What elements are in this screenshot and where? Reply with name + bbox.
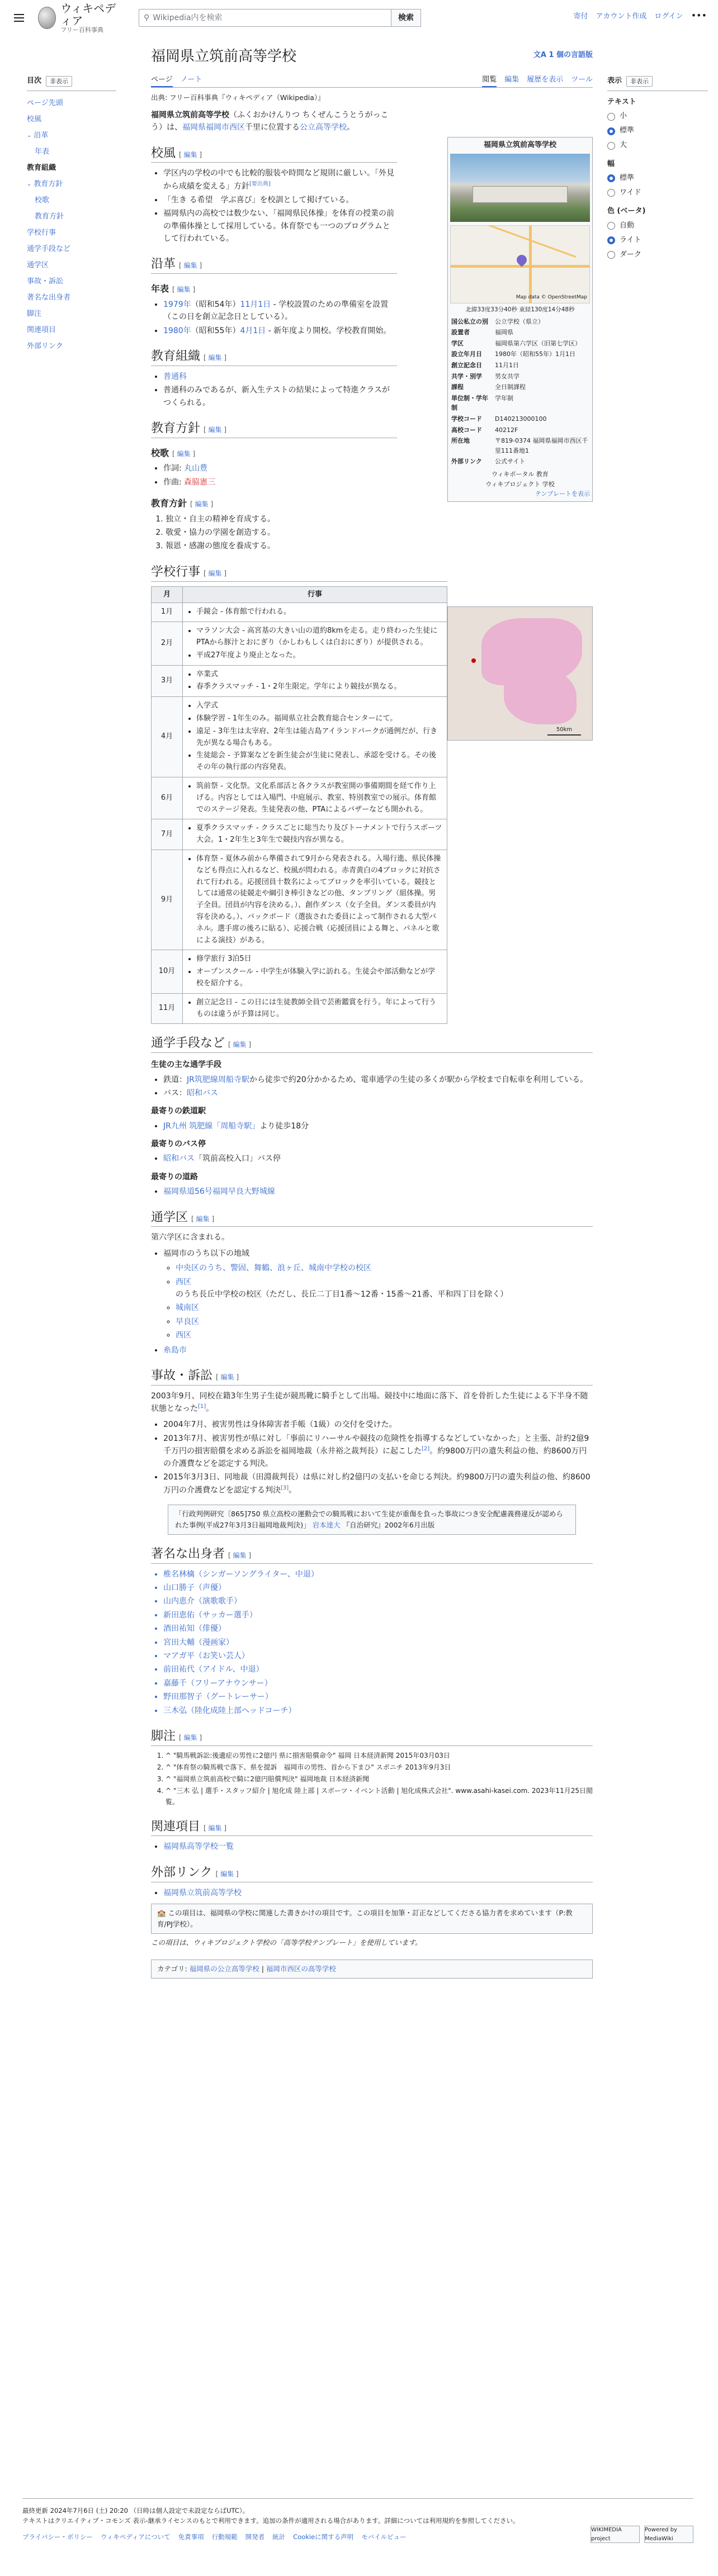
list-item[interactable]: • 酒田祐知（俳優） — [163, 1623, 593, 1635]
list-item[interactable]: • 宮田大輔（漫画家） — [163, 1636, 593, 1649]
radio-selected-icon — [607, 236, 615, 244]
coordinates: 北緯33度33分40秒 東経130度14分48秒 — [465, 306, 575, 313]
section-heading: 校風 [ 編集 ] — [151, 145, 397, 163]
footer-link[interactable]: モバイルビュー — [361, 2532, 407, 2541]
footer-link[interactable]: 統計 — [272, 2532, 286, 2541]
infobox-row: 設置者 福岡県 — [451, 329, 513, 336]
infobox-row: 国公私立の別 公立学校（県立） — [451, 317, 544, 325]
tab-edit[interactable]: 編集 — [504, 75, 519, 84]
footer-link[interactable]: Cookieに関する声明 — [293, 2532, 354, 2541]
login-link[interactable]: ログイン — [654, 12, 683, 21]
table-row: 11月 • 創立記念日 - この日には生徒教師全員で芸術鑑賞を行う。年によって行うものは違うが予算は同じ。 — [152, 993, 447, 1024]
wordmark: ウィキペディア — [60, 1, 116, 27]
table-row: 4月 • 入学式 • 体験学習 - 1年生のみ。福岡県立社会教育総合センターにて。 • 遠足 - 3年生は太宰府、2年生は能古島アイランドパークが通例だが、行き先が異なる場合もある。 • 生徒総会 - 予算案などを新生徒会が生徒に発表し、承認を受ける。その後その年の執行部の内容発表。 — [152, 697, 447, 777]
toc-item[interactable]: ⌄ 沿革 — [27, 131, 49, 140]
page-tabs — [151, 69, 593, 88]
list-item: • 1980年（昭和55年）4月1日 - 新年度より開校。学校教育開始。 — [163, 325, 397, 337]
footer-link[interactable]: ウィキペディアについて — [100, 2532, 171, 2541]
section-heading: 学校行事 [ 編集 ] — [151, 564, 447, 582]
search-form — [139, 9, 421, 27]
table-row: 3月 • 卒業式 • 春季クラスマッチ - 1・2年生限定。学年により競技が異なる。 — [152, 665, 447, 697]
translate-icon: 文A — [533, 51, 549, 59]
tab-page[interactable]: ページ — [151, 74, 173, 87]
text-size-standard[interactable]: 標準 — [607, 124, 708, 139]
radio-icon — [607, 113, 615, 121]
list-item: • 「生き る希望 学ぶ喜び」を校訓として掲げている。 — [163, 194, 397, 206]
infobox-row: 設立年月日 1980年（昭和55年）1月1日 — [451, 350, 575, 358]
text-size-large[interactable]: 大 — [607, 139, 708, 153]
infobox-row: 所在地 〒819-0374 福岡県福岡市西区千里111番地1 — [451, 437, 588, 454]
section-heading: 外部リンク [ 編集 ] — [151, 1865, 593, 1882]
donate-link[interactable]: 寄付 — [573, 12, 588, 21]
toc-item[interactable]: 脚注 — [27, 309, 42, 318]
list-item[interactable]: • 野田那智子（グートレーサー） — [163, 1691, 593, 1703]
list-item: • 福岡県内の高校では数少ない、「福岡県民体操」を体育の授業の前の準備体操として採用している。体育祭でも一つのプログラムとして行われている。 — [163, 207, 397, 245]
section-heading: 通学区 [ 編集 ] — [151, 1209, 593, 1227]
color-light[interactable]: ライト — [607, 233, 708, 248]
section-heading: 脚注 [ 編集 ] — [151, 1728, 593, 1746]
appearance-hide-button[interactable]: 非表示 — [626, 76, 653, 87]
radio-icon — [607, 142, 615, 150]
footer-link[interactable]: 行動規範 — [211, 2532, 238, 2541]
from-line: 出典: フリー百科事典『ウィキペディア（Wikipedia）』 — [151, 93, 325, 102]
radio-icon — [607, 189, 615, 197]
create-account-link[interactable]: アカウント作成 — [596, 12, 647, 21]
table-row: 1月 • 手鏡会 - 体育館で行われる。 — [152, 603, 447, 622]
width-group: 幅 — [607, 159, 615, 168]
infobox-row: 外部リンク 公式サイト — [451, 458, 526, 466]
infobox-row: 創立記念日 11月1日 — [451, 361, 519, 369]
list-item[interactable]: • 三木弘（陸化成陸上部ヘッドコーチ） — [163, 1705, 593, 1717]
section-heading: 通学手段など [ 編集 ] — [151, 1035, 593, 1053]
language-button[interactable]: 文A 1 個の言語版 — [533, 51, 593, 59]
width-standard[interactable]: 標準 — [607, 171, 708, 186]
search-placeholder: Wikipedia内を検索 — [153, 13, 223, 22]
toc-hide-button[interactable]: 非表示 — [46, 76, 72, 87]
school-icon: 🏫 — [157, 1909, 168, 1918]
toc-item[interactable]: 関連項目 — [27, 325, 56, 334]
table-row: 7月 • 夏季クラスマッチ - クラスごとに総当たり及びトーナメントで行うスポーツ大会。1・2年生と3年生で競技内容が異なる。 — [152, 819, 447, 850]
toc-item[interactable]: 年表 — [35, 147, 50, 156]
prefecture-map[interactable]: 50km — [447, 606, 593, 741]
list-item[interactable]: • 嘉藤千（フリーアナウンサー） — [163, 1677, 593, 1690]
section-heading: 事故・訴訟 [ 編集 ] — [151, 1368, 593, 1386]
search-icon: ⚲ — [144, 13, 150, 22]
table-row: 9月 • 体育祭 - 夏休み前から準備されて9月から発表される。入場行進、県民体操なども得点に入れるなど、校風が問われる。赤青黄白の4ブロックに対抗されて行われる。応援団員十数名によってブロックを率引いている。競技としては通常の徒競走や綱引き棒引きなどの他、タンブリング（組体操。男子全員。団員が内容を決める。）、創作ダンス（女子全員。ダンス委員が内容を決める。）、バックボード（選抜された委員によって制作される大型パネル。選手席の後ろに貼る）、応援合戦（応援団員による舞と、パネルと歌による演技）がある。 — [152, 850, 447, 950]
stub-notice: 🏫 この項目は、福岡県の学校に関連した書きかけの項目です。この項目を加筆・訂正などしてくださる協力者を求めています（P:教育/PJ学校）。 — [151, 1904, 593, 1934]
table-row: 10月 • 修学旅行 3泊5日 • オープンスクール - 中学生が体験入学に訪れる。生徒会や部活動などが学校を紹介する。 — [152, 950, 447, 993]
toc-sidebar — [27, 75, 116, 355]
mediawiki-badge[interactable]: Powered by MediaWiki — [644, 2526, 693, 2543]
list-item[interactable]: • マアガ平（お笑い芸人） — [163, 1650, 593, 1662]
section-heading: 沿革 [ 編集 ] — [151, 256, 397, 274]
text-size-group: テキスト — [607, 97, 636, 106]
table-row: 6月 • 筑前祭 - 文化祭。文化系部活と各クラスが教室開の事備期間を経て作り上げる。内容としては入場門、中庭展示、教室、特別教室での展示。体育館でのステージ発表。生徒発表の他、PTAによるバザーなども開かれる。 — [152, 777, 447, 819]
list-item[interactable]: • 山口勝子（声優） — [163, 1582, 593, 1594]
toc-item[interactable]: 外部リンク — [27, 341, 63, 350]
footer-link[interactable]: 免責事項 — [178, 2532, 204, 2541]
appearance-title: 表示 — [607, 77, 622, 85]
article: 福岡県立筑前高等学校 文A 1 個の言語版 ページ ノート 閲覧 編集 履歴を表示 ツール 出典: フリー百科事典『ウィキペディア（Wikipedia）』 福岡県立筑前高等学校（ふくおかけんりつ ちくぜんこうとうがっこう）は、福岡県福岡市西区千里に位置する公立高等学校。 校風 [ 編集 ] • 学区内の学校の中でも比較的服装や時間など規則に厳しい。「外見から成績を変える」方針[要出典] • 「生き る希望 学ぶ喜び」を校訓として掲げている。 • 福岡県内の高校では数少ない、「福岡県民体操」を体育の授業の前の準備体操として採用している。体育祭でも一つのプログラムとして行われている。 沿革 [ 編集 ] 年表 [ 編集 ] • 1979年（昭和54年）11月1日 - 学校設置のための準備室を設置（この日を創立記念日としている）。 • 1980年（昭和55年）4月1日 - 新年度より開校。学校教育開始。 教育組織 [ 編集 ] • 普通科 • 普通科のみであるが、新入生テストの結果によって特進クラスがつくられる。 教育方針 [ 編集 ] 校歌 [ 編集 ] • 作詞: 丸山豊 • 作曲: 森脇憲三 教育方針 [ 編集 ] 1. 独立・自主の精神を育成する。 2. 敬愛・協力の学園を創造する。 3. 報恩・感謝の態度を養成する。 学校行事 [ 編集 ] 月 行事 1月 • 手鏡会 - 体育館で行われる。 2月 • マラソン大会 - 高宮基の大きい山の道約8kmを走る。走り終わった生徒にPTAから豚汁とおにぎり（かしわもしくは白おにぎり）が提供される。 • 平成27年度より廃止となった。 3月 • 卒業式 • 春季クラスマッチ - 1・2年生限定。学年により競技が異なる。 4月 • 入学式 • 体験学習 - 1年生のみ。福岡県立社会教育総合センターにて。 • 遠足 - 3年生は太宰府、2年生は能古島アイランドパークが通例だが、行き先が異なる場合もある。 • 生徒総会 - 予算案などを新生徒会が生徒に発表し、承認を受ける。その後その年の執行部の内容発表。 6月 • 筑前祭 - 文化祭。文化系部活と各クラスが教室開の事備期間を経て作り上げる。内容としては入場門、中庭展示、教室、特別教室での展示。体育館でのステージ発表。生徒発表の他、PTAによるバザーなども開かれる。 7月 • 夏季クラスマッチ - クラスごとに総当たり及びトーナメントで行うスポーツ大会。1・2年生と3年生で競技内容が異なる。 9月 • 体育祭 - 夏休み前から準備されて9月から発表される。入場行進、県民体操なども得点に入れるなど、校風が問われる。赤青黄白の4ブロックに対抗されて行われる。応援団員十数名によってブロックを率引いている。競技としては通常の徒競走や綱引き棒引きなどの他、タンブリング（組体操。男子全員。団員が内容を決める。）、創作ダンス（女子全員。ダンス委員が内容を決める。）、バックボード（選抜された委員によって制作される大型パネル。選手席の後ろに貼る）、応援合戦（応援団員による舞と、パネルと歌による演技）がある。 10月 • 修学旅行 3泊5日 • オープンスクール - 中学生が体験入学に訪れる。生徒会や部活動などが学校を紹介する。 11月 • 創立記念日 - この日には生徒教師全員で芸術鑑賞を行う。年によって行うものは違うが予算は同じ。 通学手段など [ 編集 ] 生徒の主な通学手段 • 鉄道：JR筑肥線周船寺駅から徒歩で約20分かかるため、電車通学の生徒の多くが駅から学校まで自転車を利用している。 • バス：昭和バス 最寄りの鉄道駅 • JR九州 筑肥線「周船寺駅」より徒歩18分 最寄りのバス停 • 昭和バス「筑前高校入口」バス停 最寄りの道路 • 福岡県道56号福岡早良大野城線 通学区 [ 編集 ] 第六学区に含まれる。 • 福岡市のうち以下の地域 ◦ 中央区のうち、警固、舞鶴、浪ヶ丘、城南中学校の校区 ◦ 西区 のうち長丘中学校の校区（ただし、長丘二丁目1番〜12番・15番〜21番、平和四丁目を除く） ◦ 城南区 ◦ 早良区 ◦ 西区 • 糸島市 事故・訴訟 [ 編集 ] 2003年9月、同校在籍3年生男子生徒が競馬靴に騎手として出場。競技中に地面に落下、首を骨折した生徒による下半身不随状態となった[1]。 • 2004年7月、被害男性は身体障害者手帳（1級）の交付を受けた。 • 2013年7月、被害男性が県に対し「事前にリハーサルや競技の危険性を指導するなどしていなかった」と主張、計約2億9千万円の損害賠償を求める訴訟を福岡地裁（永井裕之裁判長）に起こした[2]。約9800万円の遺失利益の他、約8600万円の介護費などを認定する判決。 • 2015年3月3日、同地裁（田淵裁判長）は県に対し約2億円の支払いを命じる判決。約9800万円の遺失利益の他、約8600万円の介護費などを認定する判決[3]。 「行政判例研究〔865]750 県立高校の運動会での騎馬戦において生徒が重傷を負った事故につき安全配慮義務違反が認められた事例(平成27年3月3日福岡地裁判決)」 岩本達大 『自治研究』2002年6月出版 著名な出身者 [ 編集 ] • 椎名林檎（シンガーソングライター、中退） • 山口勝子（声優） • 山内恵介（演歌歌手） • 新田恵佑（サッカー選手） • 酒田祐知（俳優） • 宮田大輔（漫画家） • マアガ平（お笑い芸人） • 前田祐代（アイドル、中退） • 嘉藤千（フリーアナウンサー） • 野田那智子（グートレーサー） • 三木弘（陸化成陸上部ヘッドコーチ） 脚注 [ 編集 ] 1. ^ "騎馬戦訴訟:後遺症の男性に2億円 県に損害賠償命令" 福岡 日本経済新聞 2015年03月03日 2. ^ "体育祭の騎馬戦で落下、県を提訴 福岡市の男性、首から下まひ" スポニチ 2013年9月3日 3. ^ "福岡県立筑前高校で騎に2億円賠償判決" 福岡地裁 日本経済新聞 4. ^ "三木 弘 | 選手・スタッフ紹介 | 旭化成 陸上部 | スポーツ・イベント活動 | 旭化成株式会社". www.asahi-kasei.com. 2023年11月25日閲覧。 関連項目 [ 編集 ] • 福岡県高等学校一覧 外部リンク [ 編集 ] • 福岡県立筑前高等学校 🏫 この項目は、福岡県の学校に関連した書きかけの項目です。この項目を加筆・訂正などしてくださる協力者を求めています（P:教育/PJ学校）。 この項目は、ウィキプロジェクト学校の「高等学校テンプレート」を使用しています。 カテゴリ: 福岡県の公立高等学校 | 福岡市西区の高等学校 福岡県立筑前高等学校 Map data © OpenStreetMap 北緯33度33分40秒 東経130度14分48秒 国公私立の別 公立学校（県立） 設置者 福岡県 学区 福岡県第六学区（旧第七学区） 設立年月日 1980年（昭和55年）1月1日 創立記念日 11月1日 共学・別学 男女共学 課程 全日制課程 単位制・学年制 学年制 学校コード D140213000100 高校コード 40212F 所在地 〒819-0374 福岡県福岡市西区千里111番地1 外部リンク 公式サイト ウィキポータル 教育 ウィキプロジェクト 学校 テンプレートを表示 50km — [151, 48, 593, 1979]
list-item[interactable]: • 前田祐代（アイドル、中退） — [163, 1663, 593, 1676]
page-footer: 最終更新 2024年7月6日 (土) 20:20 （日時は個人設定で未設定ならばUTC）。 テキストはクリエイティブ・コモンズ 表示-継承ライセンスのもとで利用できます。追加の条件が適用される場合があります。詳細については利用規約を参照してください。 プライバシー・ポリシー ウィキペディアについて 免責事項 行動規範 開発者 統計 Cookieに関する声明 モバイルビュー WIKIMEDIA project Powered by MediaWiki — [22, 2498, 693, 2542]
tab-tools[interactable]: ツール — [571, 75, 593, 84]
tagline: フリー百科事典 — [60, 26, 103, 34]
location-dot-icon — [471, 658, 476, 663]
infobox: 福岡県立筑前高等学校 Map data © OpenStreetMap 北緯33度33分40秒 東経130度14分48秒 国公私立の別 公立学校（県立） 設置者 福岡県 学区 福岡県第六学区（旧第七学区） 設立年月日 1980年（昭和55年）1月1日 創立記念日 11月1日 共学・別学 男女共学 課程 全日制課程 単位制・学年制 学年制 学校コード D140213000100 高校コード 40212F 所在地 〒819-0374 福岡県福岡市西区千里111番地1 外部リンク 公式サイト ウィキポータル 教育 ウィキプロジェクト 学校 テンプレートを表示 — [447, 137, 593, 502]
list-item: • 1979年（昭和54年）11月1日 - 学校設置のための準備室を設置（この日を創立記念日としている）。 — [163, 298, 397, 324]
wikipedia-globe-icon — [38, 7, 56, 29]
text-size-small[interactable]: 小 — [607, 110, 708, 124]
tab-talk[interactable]: ノート — [180, 75, 202, 84]
category-box: カテゴリ: 福岡県の公立高等学校 | 福岡市西区の高等学校 — [151, 1960, 593, 1979]
section-heading: 教育方針 [ 編集 ] — [151, 420, 397, 438]
list-item[interactable]: • 新田恵佑（サッカー選手） — [163, 1609, 593, 1621]
infobox-row: 共学・別学 男女共学 — [451, 372, 519, 380]
intro-paragraph: 福岡県立筑前高等学校（ふくおかけんりつ ちくぜんこうとうがっこう）は、福岡県福岡市西区千里に位置する公立高等学校。 — [151, 110, 389, 132]
footer-link[interactable]: プライバシー・ポリシー — [22, 2532, 93, 2541]
toc-item[interactable]: 教育組織 — [27, 163, 56, 172]
toc-title: 目次 — [27, 77, 42, 85]
main-menu-icon[interactable] — [11, 10, 27, 26]
infobox-row: 学校コード D140213000100 — [451, 415, 547, 423]
radio-selected-icon — [607, 127, 615, 135]
school-photo[interactable] — [450, 154, 590, 222]
toc-item[interactable]: ⌄ 教育方針 — [27, 179, 63, 188]
color-auto[interactable]: 自動 — [607, 219, 708, 233]
appearance-panel — [607, 75, 708, 262]
chevron-down-icon[interactable]: ⌄ — [27, 132, 32, 139]
list-item[interactable]: • 椎名林檎（シンガーソングライター、中退） — [163, 1568, 593, 1581]
list-item[interactable]: • 山内恵介（演歌歌手） — [163, 1595, 593, 1607]
section-heading: 関連項目 [ 編集 ] — [151, 1819, 593, 1837]
toc-item[interactable]: 事故・訴訟 — [27, 277, 64, 286]
search-button[interactable]: 検索 — [391, 9, 421, 27]
radio-icon — [607, 222, 615, 230]
infobox-row: 課程 全日制課程 — [451, 383, 526, 391]
toc-item[interactable]: 学校行事 — [27, 228, 56, 237]
radio-icon — [607, 251, 615, 259]
table-row: 2月 • マラソン大会 - 高宮基の大きい山の道約8kmを走る。走り終わった生徒にPTAから豚汁とおにぎり（かしわもしくは白おにぎり）が提供される。 • 平成27年度より廃止となった。 — [152, 622, 447, 665]
quote-box: 「行政判例研究〔865]750 県立高校の運動会での騎馬戦において生徒が重傷を負った事故につき安全配慮義務違反が認められた事例(平成27年3月3日福岡地裁判決)」 岩本達大 『自治研究』2002年6月出版 — [168, 1505, 576, 1535]
toc-item[interactable]: 教育方針 — [35, 212, 64, 221]
toc-item[interactable]: ページ先頭 — [27, 98, 63, 107]
tab-read[interactable]: 閲覧 — [482, 74, 497, 87]
footer-link[interactable]: 開発者 — [245, 2532, 265, 2541]
infobox-row: 単位制・学年制 学年制 — [451, 394, 513, 412]
radio-selected-icon — [607, 174, 615, 182]
tab-history[interactable]: 履歴を表示 — [527, 75, 564, 84]
section-heading: 教育組織 [ 編集 ] — [151, 348, 397, 366]
section-heading: 著名な出身者 [ 編集 ] — [151, 1546, 593, 1564]
location-map[interactable]: Map data © OpenStreetMap — [450, 225, 590, 303]
search-input[interactable] — [139, 9, 391, 27]
page-title: 福岡県立筑前高等学校 — [151, 48, 297, 65]
site-logo[interactable] — [38, 2, 122, 34]
toc-item[interactable]: 校歌 — [35, 196, 50, 205]
list-item: • 学区内の学校の中でも比較的服装や時間など規則に厳しい。「外見から成績を変える」方針[要出典] — [163, 167, 397, 192]
events-table: 月 行事 1月 • 手鏡会 - 体育館で行われる。 2月 • マラソン大会 - 高宮基の大きい山の道約8kmを走る。走り終わった生徒にPTAから豚汁とおにぎり（かしわもしくは白おにぎり）が提供される。 • 平成27年度より廃止となった。 3月 • 卒業式 • 春季クラスマッチ - 1・2年生限定。学年により競技が異なる。 4月 • 入学式 • 体験学習 - 1年生のみ。福岡県立社会教育総合センターにて。 • 遠足 - 3年生は太宰府、2年生は能古島アイランドパークが通例だが、行き先が異なる場合もある。 • 生徒総会 - 予算案などを新生徒会が生徒に発表し、承認を受ける。その後その年の執行部の内容発表。 6月 • 筑前祭 - 文化祭。文化系部活と各クラスが教室開の事備期間を経て作り上げる。内容としては入場門、中庭展示、教室、特別教室での展示。体育館でのステージ発表。生徒発表の他、PTAによるバザーなども開かれる。 7月 • 夏季クラスマッチ - クラスごとに総当たり及びトーナメントで行うスポーツ大会。1・2年生と3年生で競技内容が異なる。 9月 • 体育祭 - 夏休み前から準備されて9月から発表される。入場行進、県民体操なども得点に入れるなど、校風が問われる。赤青黄白の4ブロックに対抗されて行われる。応援団員十数名によってブロックを率引いている。競技としては通常の徒競走や綱引き棒引きなどの他、タンブリング（組体操。男子全員。団員が内容を決める。）、創作ダンス（女子全員。ダンス委員が内容を決める。）、バックボード（選抜された委員によって制作される大型パネル。選手席の後ろに貼る）、応援合戦（応援団員による舞と、パネルと歌による演技）がある。 10月 • 修学旅行 3泊5日 • オープンスクール - 中学生が体験入学に訪れる。生徒会や部活動などが学校を紹介する。 11月 • 創立記念日 - この日には生徒教師全員で芸術鑑賞を行う。年によって行うものは違うが予算は同じ。 — [151, 586, 447, 1024]
toc-item[interactable]: 通学手段など — [27, 244, 71, 253]
toc-item[interactable]: 通学区 — [27, 260, 49, 269]
color-dark[interactable]: ダーク — [607, 248, 708, 262]
header — [0, 0, 718, 36]
infobox-row: 高校コード 40212F — [451, 426, 518, 434]
wikimedia-badge[interactable]: WIKIMEDIA project — [591, 2526, 640, 2543]
chevron-down-icon[interactable]: ⌄ — [27, 181, 32, 188]
width-wide[interactable]: ワイド — [607, 186, 708, 200]
toc-item[interactable]: 著名な出身者 — [27, 293, 71, 302]
infobox-title: 福岡県立筑前高等学校 — [483, 141, 556, 149]
color-group: 色 (ベータ) — [607, 207, 646, 216]
template-note: この項目は、ウィキプロジェクト学校の「高等学校テンプレート」を使用しています。 — [151, 1938, 422, 1947]
more-options-icon[interactable]: ••• — [691, 10, 707, 21]
infobox-row: 学区 福岡県第六学区（旧第七学区） — [451, 339, 581, 347]
toc-item[interactable]: 校風 — [27, 115, 42, 124]
